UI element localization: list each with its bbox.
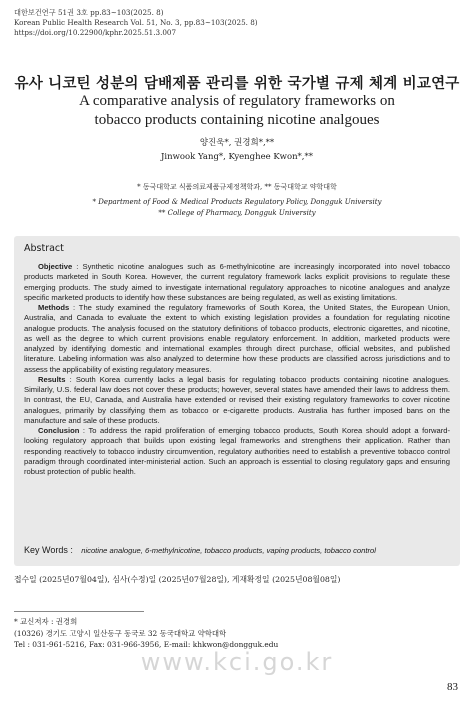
abstract-methods — [24, 303, 450, 375]
objective-text: : Synthetic nicotine analogues such as 6-methylnicotine are increasingly incorporated into novel tobacco products marketed in South Korea. However, the current regulatory framework lacks explicit provisions to regulate these emerging products. The study aimed to investigate international regulatory approaches to nicotine analogues and analyze specific marketed products to identify how these substances are being regulated, as well as existing limitations. — [24, 262, 450, 302]
abstract-heading: Abstract — [24, 243, 64, 254]
authors-korean: 양진욱*, 권경희*,** — [199, 138, 275, 148]
watermark: www.kci.go.kr — [140, 648, 334, 676]
affiliation-english-line2: ** College of Pharmacy, Dongguk University — [158, 209, 316, 217]
methods-text: : The study examined the regulatory frameworks of South Korea, the United States, the European Union, Australia, and Canada to evaluate the extent to which existing legislation provides a foundation for regulating nicotine analogue products. The analysis focused on the statutory definitions of tobacco products, electronic cigarettes, and nicotine, as well as the degree to which current provisions enable regulatory enforcement. In addition, marketed products were analyzed by identifying domestic and international examples through direct purchase, official websites, and published literature. Labeling information was also analyzed to determine how these products are classified across jurisdictions and to assess the applicability of existing regulatory measures. — [24, 303, 450, 374]
keywords — [24, 545, 454, 555]
conclusion-text: : To address the rapid proliferation of emerging tobacco products, South Korea should adopt a forward-looking regulatory approach that builds upon existing legal frameworks and strengthens their application. Rather than responding reactively to tobacco industry circumvention, regulatory authorities need to establish a preventive tobacco control paradigm through coordinated inter-ministerial action. Such an approach is essential to closing regulatory gaps and ensuring robust protection of public health. — [24, 426, 450, 476]
submission-dates: 접수일 (2025년07월04일), 심사(수정)일 (2025년07월28일), 게재확정일 (2025년08월08일) — [14, 575, 341, 584]
doi-link[interactable]: https://doi.org/10.22900/kphr.2025.51.3.007 — [14, 28, 177, 37]
journal-citation-korean: 대한보건연구 51권 3호 pp.83~103(2025. 8) — [14, 8, 164, 17]
keywords-label: Key Words : — [24, 545, 73, 555]
objective-label: Objective — [38, 262, 73, 271]
authors-english: Jinwook Yang*, Kyenghee Kwon*,** — [160, 152, 313, 162]
title-korean: 유사 니코틴 성분의 담배제품 관리를 위한 국가별 규제 체계 비교연구 — [14, 76, 460, 92]
methods-label: Methods — [38, 303, 70, 312]
title-english-line1: A comparative analysis of regulatory frameworks on — [79, 93, 395, 109]
abstract-box — [14, 236, 460, 566]
keywords-list: nicotine analogue, 6-methylnicotine, tobacco products, vaping products, tobacco control — [81, 546, 376, 555]
affiliation-english-line1: * Department of Food & Medical Products Regulatory Policy, Dongguk University — [92, 198, 382, 206]
abstract-results — [24, 375, 450, 426]
footnote-author: * 교신저자 : 권경희 — [14, 617, 78, 626]
abstract-conclusion — [24, 426, 450, 477]
journal-citation-english: Korean Public Health Research Vol. 51, No. 3, pp.83~103(2025. 8) — [14, 18, 258, 27]
page-number: 83 — [447, 681, 458, 693]
affiliation-korean: * 동국대학교 식품의료제품규제정책학과, ** 동국대학교 약학대학 — [137, 183, 337, 191]
title-english — [0, 92, 474, 130]
title-english-line2: tobacco products containing nicotine analgoues — [94, 112, 380, 128]
footnote-address: (10326) 경기도 고양시 일산동구 동국로 32 동국대학교 약학대학 — [14, 628, 227, 638]
affiliation-english — [0, 197, 474, 219]
corresponding-author-footnote — [14, 616, 278, 651]
results-label: Results — [38, 374, 66, 384]
footnote-contact: Tel : 031-961-5216, Fax: 031-966-3956, E-mail: khkwon@dongguk.edu — [14, 640, 279, 649]
results-text: : South Korea currently lacks a legal basis for regulating tobacco products containing nicotine analogues. Similarly, U.S. federal law does not cover these products; however, several states have amended their laws to address them. In contrast, the EU, Canada, and Australia have extended or revised their existing regulatory frameworks to cover nicotine analogues, primarily by classifying them as tobacco or e-cigarette products. Australia has further imposed bans on the manufacture and sale of these products. — [24, 374, 450, 425]
journal-header — [14, 8, 258, 38]
abstract-body — [24, 262, 450, 477]
conclusion-label: Conclusion — [38, 426, 80, 435]
footnote-divider — [14, 611, 144, 612]
abstract-objective — [24, 262, 450, 303]
